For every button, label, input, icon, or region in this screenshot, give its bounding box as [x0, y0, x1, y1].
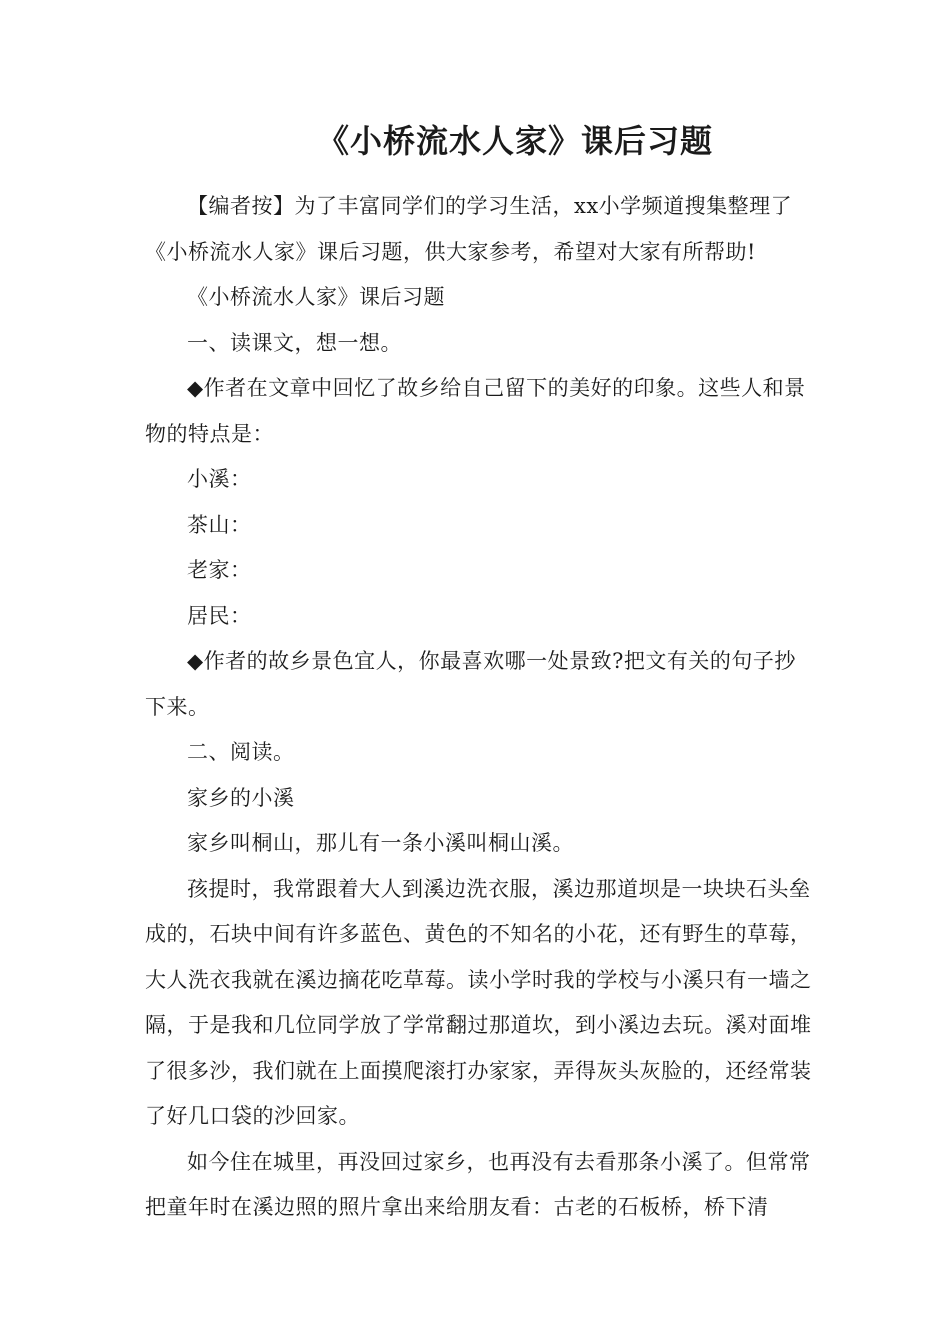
- answer-line-old-home: 老家：: [187, 558, 252, 582]
- section-heading-1: 一、读课文，想一想。: [187, 330, 402, 355]
- subtitle-paragraph: 《小桥流水人家》课后习题: [187, 285, 445, 309]
- reading-title: 家乡的小溪: [187, 785, 295, 810]
- reading-paragraph: 孩提时，我常跟着大人到溪边洗衣服，溪边那道坝是一块块石头垒成的，石块中间有许多蓝色、黄色的不知名的小花，还有野生的草莓，大人洗衣我就在溪边摘花吃草莓。读小学时我的学校与小溪只有一墙之隔，于是我和几位同学放了学常翻过那道坎，到小溪边去玩。溪对面堆了很多沙，我们就在上面摸爬滚打办家家，弄得灰头灰脸的，还经常装了好几口袋的沙回家。: [145, 876, 812, 1128]
- question-paragraph: ◆作者的故乡景色宜人，你最喜欢哪一处景致?把文有关的句子抄下来。: [145, 649, 796, 719]
- question-paragraph: ◆作者在文章中回忆了故乡给自己留下的美好的印象。这些人和景物的特点是：: [145, 376, 806, 446]
- reading-paragraph: 如今住在城里，再没回过家乡，也再没有去看那条小溪了。但常常把童年时在溪边照的照片拿出来给朋友看：古老的石板桥，桥下清: [145, 1149, 811, 1219]
- document-body: [145, 184, 815, 1231]
- answer-line-residents: 居民：: [187, 603, 252, 628]
- answer-line-stream: 小溪：: [187, 467, 252, 491]
- section-heading-2: 二、阅读。: [187, 740, 295, 764]
- editor-note-paragraph: 【编者按】为了丰富同学们的学习生活，xx小学频道搜集整理了《小桥流水人家》课后习题，供大家参考，希望对大家有所帮助!: [145, 194, 793, 264]
- page-title: 《小桥流水人家》课后习题: [316, 122, 713, 160]
- reading-paragraph: 家乡叫桐山，那儿有一条小溪叫桐山溪。: [187, 831, 574, 855]
- answer-line-tea-hill: 茶山：: [187, 512, 252, 537]
